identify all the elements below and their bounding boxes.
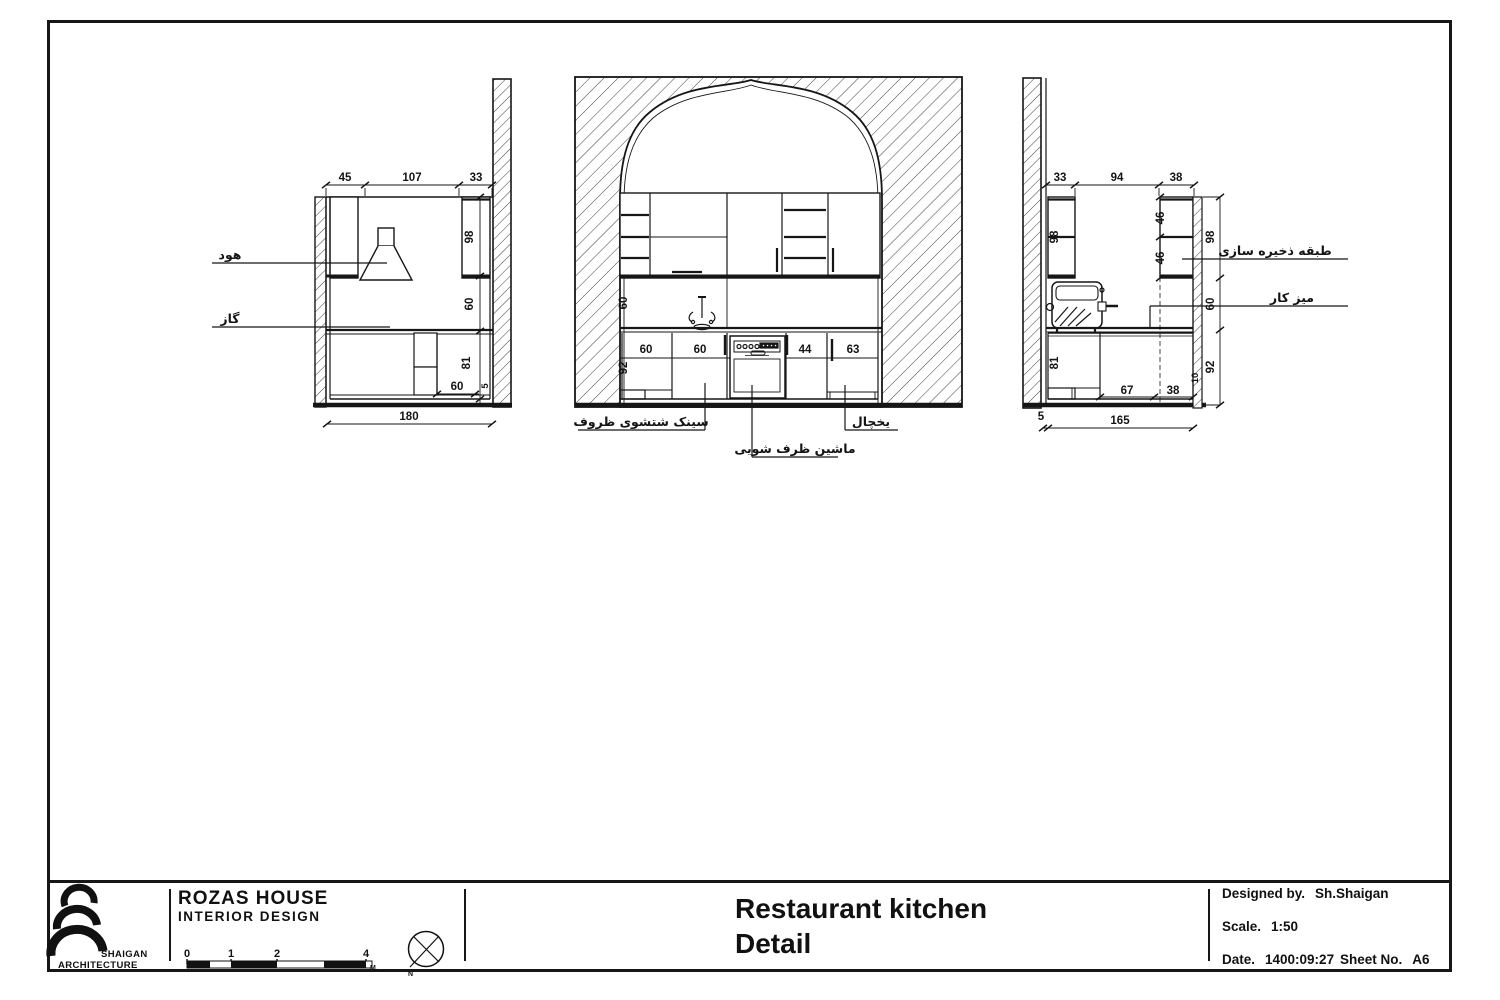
dim-38: 38 [1169,172,1183,184]
callout-fridge: یخچال [851,414,891,429]
scale-segment [231,961,277,968]
firm-name-line1: SHAIGAN [101,949,148,960]
dim-180: 180 [399,411,419,423]
dim-unit-60b: 60 [693,344,707,356]
firm-name-line2: ARCHITECTURE [58,960,138,971]
espresso-machine-symbol [1047,282,1119,333]
hood-symbol [360,228,412,280]
scale-value: 1:50 [1271,919,1299,934]
dim-60-side: 60 [1205,297,1217,311]
elevation-left [185,60,560,450]
stove-symbol [730,336,785,398]
dim-165: 165 [1110,415,1130,427]
wall-section-right [493,79,511,407]
dim-92-side: 92 [1205,360,1217,374]
upper-cabinets [1048,194,1193,281]
scale-bar [180,938,380,978]
scale-label: Scale. [1222,919,1262,934]
dim-5: 5 [480,383,491,389]
scale-label-1: 1 [227,948,235,960]
drawing-title-line1: Restaurant kitchen [735,893,988,924]
north-label: N [408,971,414,978]
dim-10: 10 [1190,372,1201,384]
dim-60: 60 [464,297,476,311]
dim-33: 33 [1053,172,1067,184]
callout-worktable: میز کار [1269,290,1315,305]
dim-92: 92 [618,361,630,375]
dim-33: 33 [469,172,483,184]
logo-arc-small [64,887,94,906]
designed-by-value: Sh.Shaigan [1315,886,1389,901]
dim-5: 5 [1037,411,1045,423]
callout-gas: گاز [220,311,240,326]
elevation-middle [565,60,975,480]
drawer-lower [414,367,437,395]
north-arrow [405,926,453,978]
callout-storage: طبقه ذخیره سازی [1218,243,1332,258]
title-block-divider [47,880,1452,883]
callout-sink: سینک شتشوی ظروف [573,414,709,429]
callout-dishwasher: ماشین ظرف شویی [734,441,856,456]
date-row [1222,952,1344,967]
dim-94: 94 [1110,172,1124,184]
scale-segment [187,961,210,968]
designed-by-row [1222,886,1399,901]
drawing-title-line2: Detail [735,928,812,959]
dim-45: 45 [338,172,352,184]
dim-unit-44: 44 [798,344,812,356]
upper-cabinets [620,193,880,278]
dim-107: 107 [402,172,422,184]
dim-unit-63: 63 [846,344,860,356]
logo-arc-large [51,929,103,956]
dim-60b: 60 [450,381,464,393]
scale-label-0: 0 [183,948,191,960]
drawing-title [735,891,987,961]
scale-row [1222,919,1308,934]
dim-46b: 46 [1155,251,1167,265]
scale-unit: M. [370,965,378,972]
designed-by-label: Designed by. [1222,886,1306,901]
firm-logo [50,883,175,973]
dim-98: 98 [464,230,476,244]
title-block-separator [464,889,466,961]
callout-hood: هود [218,247,242,262]
date-value: 1400:09:27 [1265,952,1335,967]
sheet-no-row [1340,952,1440,967]
dim-67: 67 [1120,385,1134,397]
sheet-no-label: Sheet No. [1340,952,1403,967]
scale-label-4: 4 [362,948,370,960]
wall-section-left [1023,78,1041,408]
elevation-right [1010,60,1355,450]
title-block-separator [1208,889,1210,961]
sheet-no-value: A6 [1412,952,1430,967]
wall-section-left [315,197,326,407]
scale-segment [324,961,366,968]
dim-46a: 46 [1155,211,1167,225]
dim-81: 81 [461,356,473,370]
project-name: ROZAS HOUSE [178,888,329,909]
dim-81: 81 [1049,356,1061,370]
project-subtitle: INTERIOR DESIGN [178,909,321,924]
drawer-upper [414,333,437,367]
dim-60-splash: 60 [618,296,630,310]
dim-98-side: 98 [1205,230,1217,244]
dim-98-cab: 98 [1049,230,1061,244]
scale-label-2: 2 [273,948,281,960]
dim-38b: 38 [1166,385,1180,397]
dim-unit-60a: 60 [639,344,653,356]
date-label: Date. [1222,952,1256,967]
